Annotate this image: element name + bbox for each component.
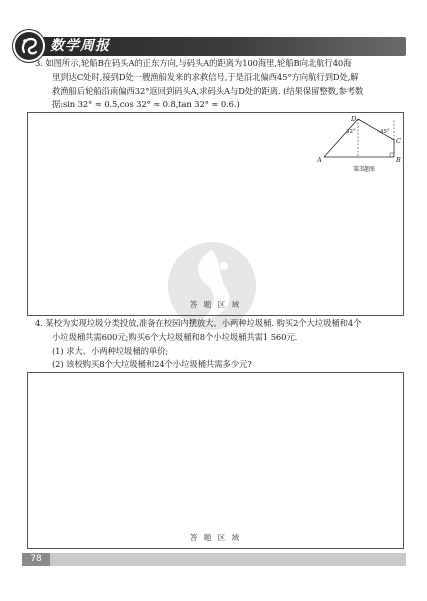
page-number: 78 — [22, 553, 50, 566]
problem3-line-2: 里到达C处时,接到D处一艘渔船发来的求救信号,于是沿北偏西45°方向航行到D处,解 — [52, 72, 359, 82]
answer-area-4-label: 答 题 区 域 — [189, 533, 242, 542]
logo-dot — [23, 39, 27, 43]
problem3-figure — [316, 113, 400, 175]
figure-caption: 第3题图 — [353, 166, 375, 173]
answer-area-4[interactable] — [27, 372, 404, 549]
problem4-line-4: (2) 该校购买8个大垃圾桶和24个小垃圾桶共需多少元? — [52, 359, 252, 369]
figure-segment-da — [324, 119, 358, 157]
problem3-line-4: 据:sin 32° ≈ 0.5,cos 32° ≈ 0.8,tan 32° ≈ 0.6.) — [52, 99, 240, 109]
answer-area-3-label: 答 题 区 域 — [189, 300, 242, 309]
figure-angle-label-d: 32° — [346, 129, 356, 135]
figure-label-d: D — [351, 115, 357, 123]
figure-label-b: B — [396, 156, 401, 164]
figure-right-angle-b — [390, 153, 394, 157]
problem3-line-1: 3. 如图所示,轮船B在码头A的正东方向,与码头A的距离为100海里,轮船B向北航行40海 — [35, 58, 352, 68]
problem4-line-3: (1) 求大、小两种垃圾桶的单价; — [52, 346, 169, 356]
footer-bar — [22, 553, 406, 566]
logo-badge-icon — [15, 32, 43, 60]
problem4-line-2: 小垃圾桶共需600元;购买6个大垃圾桶和8个小垃圾桶共需1 560元. — [52, 332, 298, 342]
figure-angle-label-c: 45° — [380, 129, 390, 135]
answer-area-3[interactable] — [27, 112, 404, 316]
problem3-line-3: 救渔船后轮船沿南偏西32°返回到码头A,求码头A与D处的距离. (结果保留整数,参考数 — [52, 86, 364, 96]
problem4-line-1: 4. 某校为实现垃圾分类投放,准备在校园内摆放大、小两种垃圾桶. 购买2个大垃圾桶和4个 — [35, 318, 362, 328]
figure-label-a: A — [317, 156, 322, 164]
figure-label-c: C — [396, 137, 401, 145]
logo-badge-glyph — [15, 32, 43, 60]
header-title: 数学周报 — [50, 38, 110, 54]
